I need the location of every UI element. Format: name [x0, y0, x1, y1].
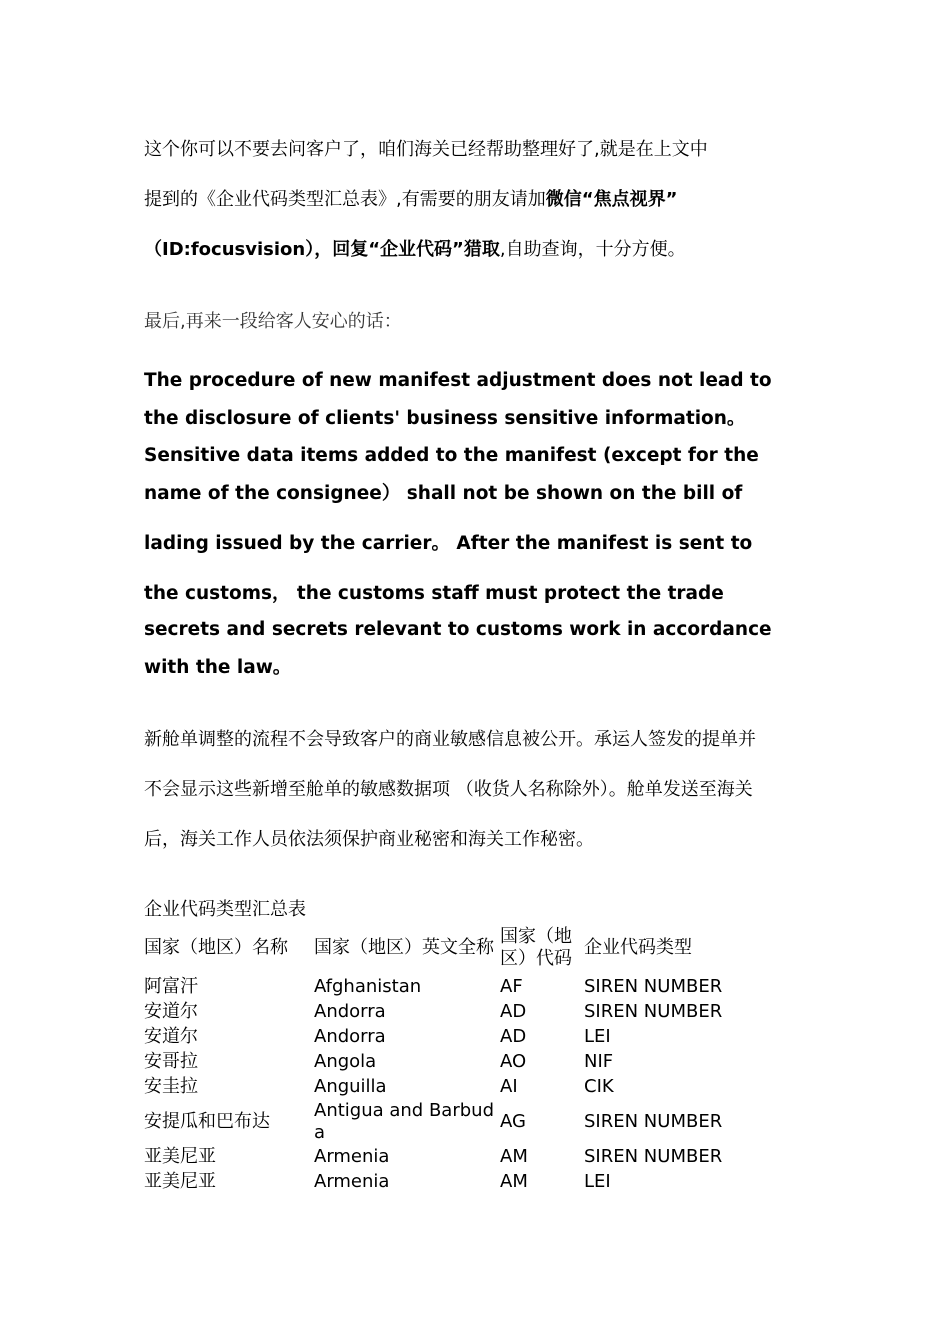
cell-english-name: Anguilla	[314, 1075, 387, 1097]
closing-intro: 最后,再来一段给客人安心的话：	[144, 311, 402, 332]
cell-country-name: 阿富汗	[144, 975, 198, 997]
cell-country-code: AO	[500, 1050, 527, 1072]
cell-country-name: 安哥拉	[144, 1050, 198, 1072]
cell-code-type: CIK	[584, 1075, 614, 1097]
english-line-3: Sensitive data items added to the manifest (except for the	[144, 445, 759, 466]
english-line-6: the customs， the customs staff must protect the trade	[144, 583, 724, 604]
header-english-name: 国家（地区）英文全称	[314, 937, 494, 958]
cell-code-type: NIF	[584, 1050, 614, 1072]
english-line-5: lading issued by the carrier。 After the manifest is sent to	[144, 533, 753, 554]
intro-line-3-text: ,自助查询，十分方便。	[499, 239, 686, 260]
table-row	[142, 974, 782, 999]
english-line-8: with the law。	[144, 657, 292, 678]
cell-code-type: SIREN NUMBER	[584, 975, 723, 997]
header-country-code: 国家（地区）代码	[500, 926, 572, 969]
table-row	[142, 1144, 782, 1169]
cell-english-name: Angola	[314, 1050, 377, 1072]
chinese-line-3: 后，海关工作人员依法须保护商业秘密和海关工作秘密。	[144, 829, 594, 850]
english-line-7: secrets and secrets relevant to customs work in accordance	[144, 619, 772, 640]
intro-line-1: 这个你可以不要去问客户了，咱们海关已经帮助整理好了,就是在上文中	[144, 139, 708, 160]
header-country-name: 国家（地区）名称	[144, 937, 288, 958]
intro-line-3	[144, 238, 686, 262]
cell-code-type: SIREN NUMBER	[584, 1145, 723, 1167]
cell-country-code: AM	[500, 1170, 528, 1192]
cell-country-name: 安道尔	[144, 1000, 198, 1022]
enterprise-code-table	[142, 922, 782, 1194]
cell-code-type: LEI	[584, 1170, 611, 1192]
table-row	[142, 1049, 782, 1074]
table-header-row	[142, 922, 782, 974]
cell-english-name: Afghanistan	[314, 975, 422, 997]
cell-country-name: 亚美尼亚	[144, 1145, 216, 1167]
table-row	[142, 1024, 782, 1049]
english-line-1: The procedure of new manifest adjustment does not lead to	[144, 370, 772, 391]
cell-english-name: Antigua and Barbuda	[314, 1099, 494, 1143]
table-row	[142, 1169, 782, 1194]
table-title: 企业代码类型汇总表	[144, 899, 306, 920]
cell-english-name: Andorra	[314, 1025, 386, 1047]
reply-keyword-text: （ID:focusvision），回复“企业代码”猎取	[144, 239, 500, 260]
english-line-2: the disclosure of clients' business sensitive information。	[144, 408, 746, 429]
cell-country-code: AM	[500, 1145, 528, 1167]
cell-country-code: AI	[500, 1075, 518, 1097]
chinese-line-2: 不会显示这些新增至舱单的敏感数据项 （收货人名称除外）。舱单发送至海关	[144, 779, 753, 800]
table-row	[142, 1074, 782, 1099]
cell-english-name: Armenia	[314, 1170, 390, 1192]
cell-code-type: SIREN NUMBER	[584, 1000, 723, 1022]
cell-country-name: 安圭拉	[144, 1075, 198, 1097]
table-row	[142, 1099, 782, 1144]
cell-country-code: AG	[500, 1110, 526, 1132]
intro-line-2	[144, 188, 677, 212]
cell-country-code: AD	[500, 1000, 527, 1022]
table-row	[142, 999, 782, 1024]
intro-line-2-text: 提到的《企业代码类型汇总表》,有需要的朋友请加	[144, 189, 546, 210]
cell-country-code: AF	[500, 975, 523, 997]
chinese-line-1: 新舱单调整的流程不会导致客户的商业敏感信息被公开。承运人签发的提单并	[144, 729, 756, 750]
cell-country-name: 安提瓜和巴布达	[144, 1110, 270, 1132]
cell-country-name: 亚美尼亚	[144, 1170, 216, 1192]
cell-code-type: SIREN NUMBER	[584, 1110, 723, 1132]
wechat-account-text: 微信“焦点视界”	[545, 189, 678, 210]
cell-country-code: AD	[500, 1025, 527, 1047]
cell-code-type: LEI	[584, 1025, 611, 1047]
cell-country-name: 安道尔	[144, 1025, 198, 1047]
cell-english-name: Andorra	[314, 1000, 386, 1022]
header-code-type: 企业代码类型	[584, 937, 692, 958]
english-line-4: name of the consignee） shall not be shown on the bill of	[144, 483, 743, 504]
cell-english-name: Armenia	[314, 1145, 390, 1167]
